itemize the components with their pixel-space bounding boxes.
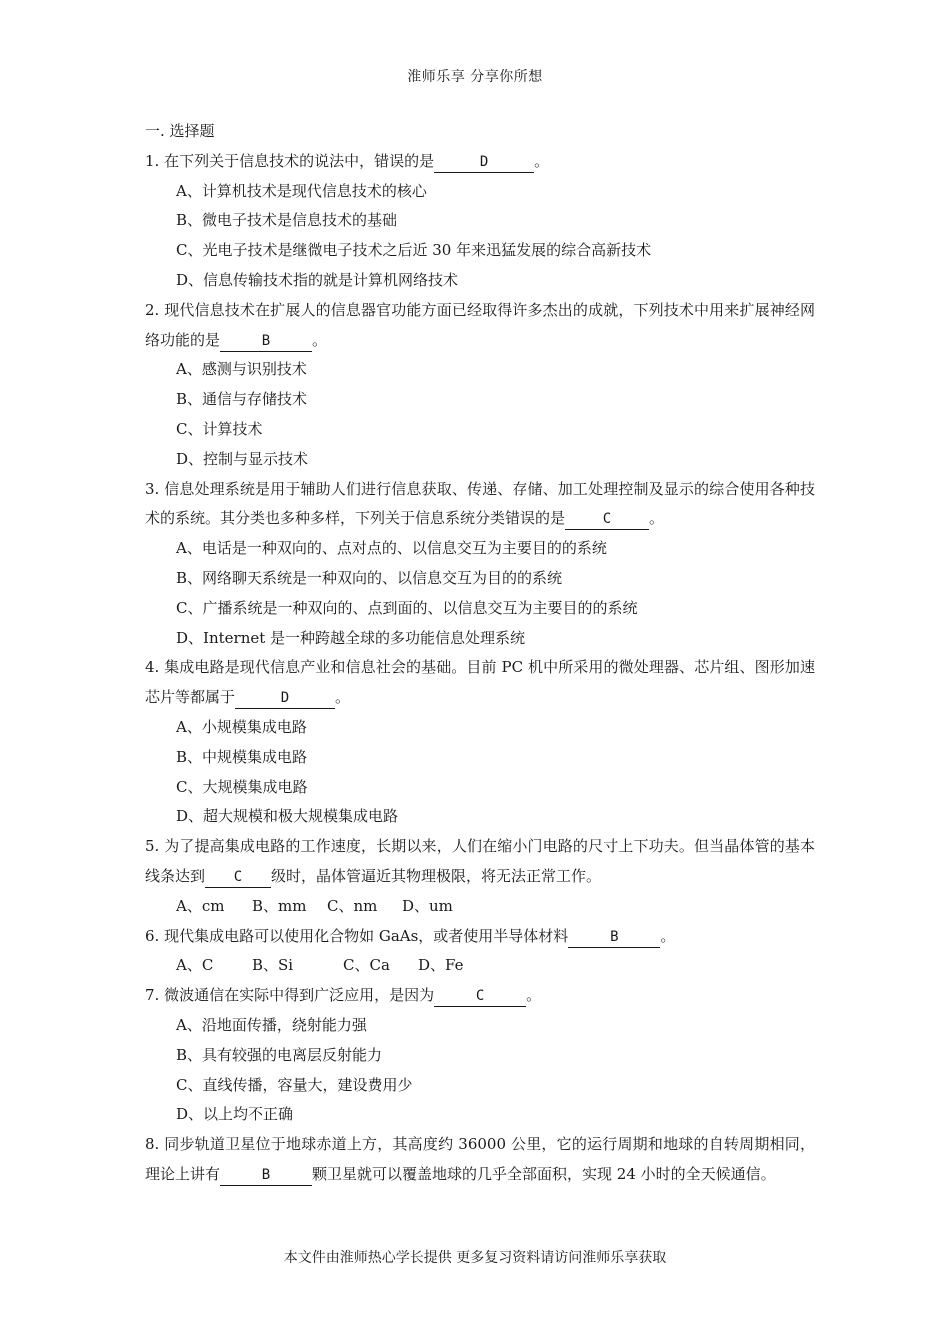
option-c: C、光电子技术是继微电子技术之后近 30 年来迅猛发展的综合高新技术	[176, 241, 652, 260]
stem-suffix: 。	[660, 926, 676, 945]
option-d: D、控制与显示技术	[176, 449, 309, 468]
question-stem	[145, 832, 815, 892]
question-2	[145, 296, 815, 475]
stem-text: 1. 在下列关于信息技术的说法中，错误的是	[145, 151, 435, 170]
option-d: D、以上均不正确	[176, 1105, 294, 1124]
option-b: B、mm	[252, 896, 307, 915]
option-b: B、具有较强的电离层反射能力	[176, 1045, 383, 1064]
stem-suffix: 。	[649, 509, 665, 528]
page-header: 淮师乐享 分享你所想	[407, 69, 543, 85]
stem-suffix: 颗卫星就可以覆盖地球的几乎全部面积，实现 24 小时的全天候通信。	[312, 1164, 776, 1183]
option-c: C、大规模集成电路	[176, 777, 308, 796]
option-c: C、广播系统是一种双向的、点到面的、以信息交互为主要目的的系统	[176, 598, 638, 617]
page-footer: 本文件由淮师热心学长提供 更多复习资料请访问淮师乐享获取	[283, 1250, 667, 1266]
option-a: A、小规模集成电路	[176, 717, 307, 736]
question-stem	[145, 147, 815, 177]
question-stem	[145, 296, 815, 356]
question-3	[145, 475, 815, 654]
answer-blank: C	[565, 510, 649, 530]
question-6	[145, 922, 815, 982]
stem-text: 2. 现代信息技术在扩展人的信息器官功能方面已经取得许多杰出的成就，下列技术中用来扩展神经网络功能的是	[145, 300, 815, 349]
question-stem	[145, 981, 815, 1011]
option-a: A、电话是一种双向的、点对点的、以信息交互为主要目的的系统	[176, 539, 607, 558]
stem-suffix: 。	[312, 330, 328, 349]
option-d: D、超大规模和极大规模集成电路	[176, 807, 399, 826]
option-a: A、cm	[176, 896, 225, 915]
question-5	[145, 832, 815, 921]
option-b: B、微电子技术是信息技术的基础	[176, 211, 398, 230]
stem-suffix: 。	[335, 688, 351, 707]
option-d: D、Fe	[418, 956, 464, 975]
question-list	[145, 117, 815, 1190]
answer-blank: B	[568, 928, 660, 948]
stem-text: 7. 微波通信在实际中得到广泛应用，是因为	[145, 986, 435, 1005]
option-b: B、中规模集成电路	[176, 747, 308, 766]
option-d: D、um	[402, 896, 453, 915]
question-4	[145, 653, 815, 832]
inline-options	[176, 951, 815, 981]
option-a: A、沿地面传播，绕射能力强	[176, 1015, 367, 1034]
option-c: C、计算技术	[176, 419, 263, 438]
answer-blank: C	[434, 987, 526, 1007]
stem-text: 5. 为了提高集成电路的工作速度，长期以来，人们在缩小门电路的尺寸上下功夫。但当晶体管的基本线条达到	[145, 837, 815, 885]
question-stem	[145, 1130, 815, 1190]
option-a: A、C	[176, 956, 214, 975]
option-a: A、感测与识别技术	[176, 360, 307, 379]
section-title: 一. 选择题	[145, 122, 215, 140]
question-1	[145, 147, 815, 296]
question-stem	[145, 475, 815, 535]
option-b: B、网络聊天系统是一种双向的、以信息交互为目的的系统	[176, 568, 563, 587]
option-d: D、Internet 是一种跨越全球的多功能信息处理系统	[176, 628, 526, 647]
option-b: B、通信与存储技术	[176, 390, 308, 409]
stem-suffix: 。	[526, 986, 542, 1005]
option-c: C、直线传播，容量大，建设费用少	[176, 1075, 413, 1094]
option-a: A、计算机技术是现代信息技术的核心	[176, 181, 427, 200]
stem-text: 8. 同步轨道卫星位于地球赤道上方，其高度约 36000 公里，它的运行周期和地球的自转周期相同，理论上讲有	[145, 1135, 815, 1183]
question-7	[145, 981, 815, 1130]
answer-blank: B	[220, 1166, 312, 1186]
option-b: B、Si	[252, 956, 294, 975]
answer-blank: B	[220, 332, 312, 352]
option-c: C、Ca	[343, 956, 390, 975]
question-stem	[145, 653, 815, 713]
stem-suffix: 。	[534, 151, 550, 170]
stem-text: 3. 信息处理系统是用于辅助人们进行信息获取、传递、存储、加工处理控制及显示的综合使用各种技术的系统。其分类也多种多样，下列关于信息系统分类错误的是	[145, 479, 815, 528]
option-d: D、信息传输技术指的就是计算机网络技术	[176, 270, 459, 289]
answer-blank: D	[235, 689, 335, 709]
option-c: C、nm	[327, 896, 378, 915]
stem-suffix: 级时，晶体管逼近其物理极限，将无法正常工作。	[271, 866, 602, 885]
answer-blank: D	[434, 153, 534, 173]
inline-options	[176, 892, 815, 922]
question-8	[145, 1130, 815, 1190]
answer-blank: C	[205, 868, 271, 888]
stem-text: 6. 现代集成电路可以使用化合物如 GaAs，或者使用半导体材料	[145, 926, 569, 945]
question-stem	[145, 922, 815, 952]
stem-text: 4. 集成电路是现代信息产业和信息社会的基础。目前 PC 机中所采用的微处理器、芯片组、图形加速芯片等都属于	[145, 658, 815, 707]
